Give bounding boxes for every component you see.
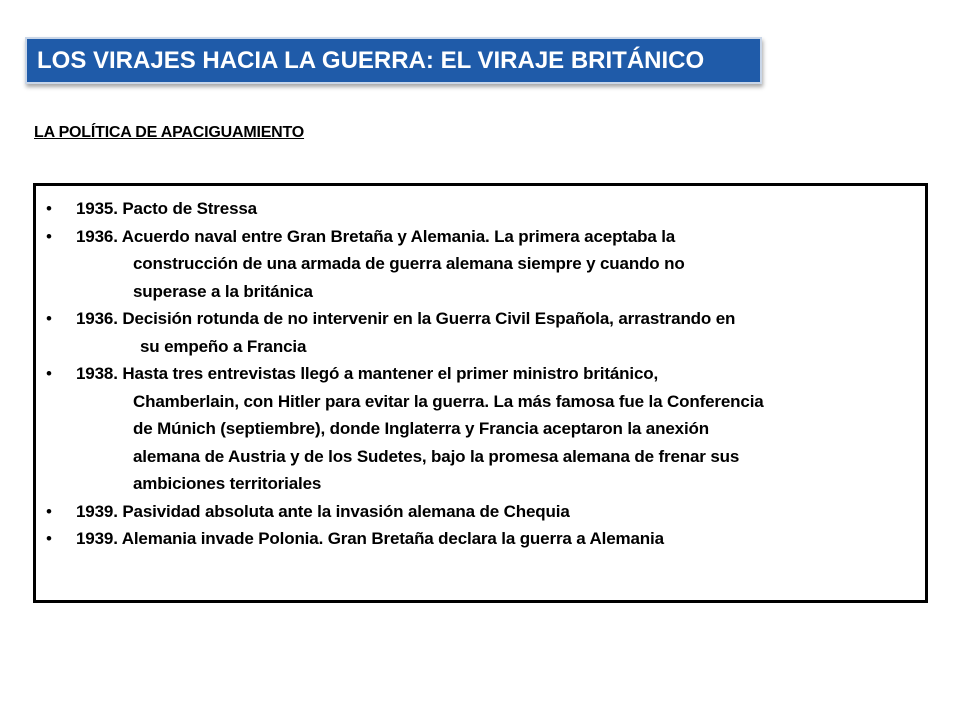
bullet-text: • 1936. Acuerdo naval entre Gran Bretaña y Alemania. La primera aceptaba la — [76, 226, 676, 246]
bullet-item-1939-chequia — [36, 498, 925, 526]
bullet-item-1935-stressa — [36, 195, 925, 223]
bullet-text: • 1938. Hasta tres entrevistas llegó a mantener el primer ministro británico, — [76, 364, 659, 383]
bullet-item-1938-munich — [36, 360, 925, 498]
title-banner — [25, 37, 762, 84]
bullet-item-1939-polonia — [36, 525, 925, 553]
slide-title: LOS VIRAJES HACIA LA GUERRA: EL VIRAJE BRITÁNICO — [37, 47, 705, 74]
bullet-text: • 1936. Decisión rotunda de no intervenir en la Guerra Civil Española, arrastrando en — [76, 309, 736, 328]
bullet-text-continuation: superase a la británica — [133, 281, 313, 301]
bullet-text-continuation: Chamberlain, con Hitler para evitar la guerra. La más famosa fue la Conferencia — [133, 391, 764, 411]
bullet-text-continuation: su empeño a Francia — [140, 336, 307, 356]
slide-subtitle: LA POLÍTICA DE APACIGUAMIENTO — [34, 124, 305, 141]
bullet-text: • 1939. Pasividad absoluta ante la invasión alemana de Chequia — [76, 501, 570, 521]
bullet-item-1936-naval — [36, 223, 925, 306]
bullet-list — [36, 195, 925, 553]
bullet-text-continuation: ambiciones territoriales — [133, 474, 322, 493]
content-box — [33, 183, 928, 603]
bullet-text: • 1935. Pacto de Stressa — [76, 199, 257, 218]
bullet-text: • 1939. Alemania invade Polonia. Gran Bretaña declara la guerra a Alemania — [76, 529, 664, 548]
bullet-text-continuation: de Múnich (septiembre), donde Inglaterra y Francia aceptaron la anexión — [133, 419, 709, 438]
bullet-item-1936-no-intervencion — [36, 305, 925, 360]
bullet-text-continuation: alemana de Austria y de los Sudetes, bajo la promesa alemana de frenar sus — [133, 446, 740, 466]
bullet-text-continuation: construcción de una armada de guerra alemana siempre y cuando no — [133, 254, 685, 273]
